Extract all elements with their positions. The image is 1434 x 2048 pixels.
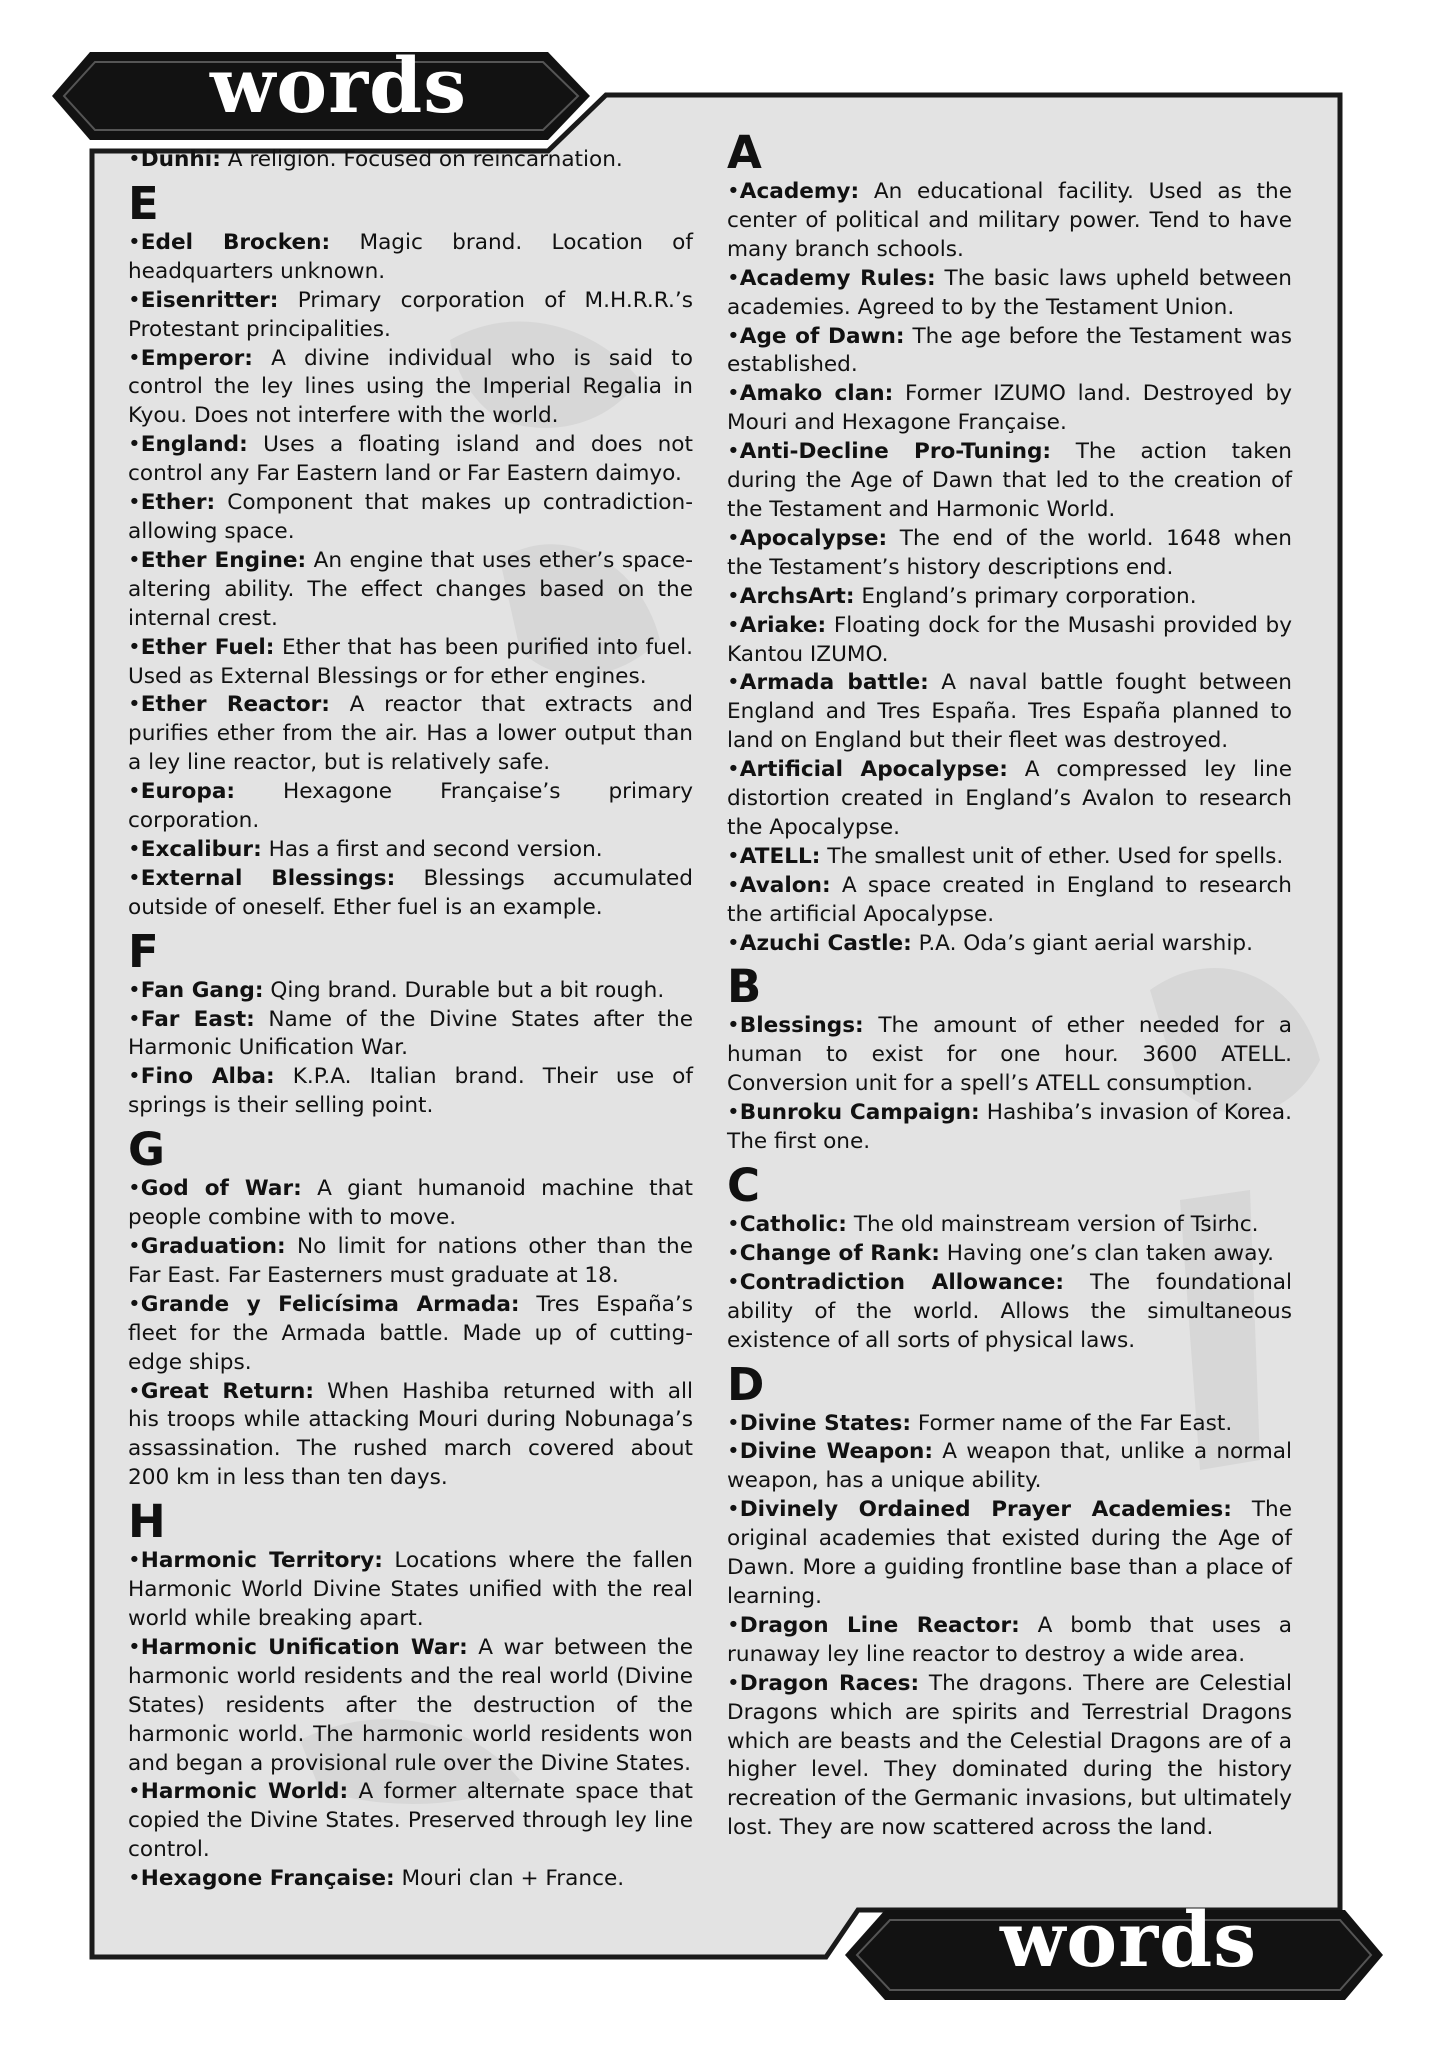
glossary-entry: •ArchsArt: England’s primary corporation. [727,583,1197,609]
glossary-entry: •Contradiction Allowance: The foundational ability of the world. Allows the simultaneous existence of all sorts of physical laws. [727,1269,1292,1353]
definition: A reactor that extracts and purifies ether from the air. Has a lower output than a ley line reactor, but is relatively safe. [128,692,693,776]
term: Ether: [140,490,216,516]
term: Divine Weapon: [739,1439,934,1465]
glossary-entry: •Armada battle: A naval battle fought between England and Tres España. Tres España planned to land on England but their fleet was destroyed. [727,670,1292,754]
glossary-entry: •Harmonic Territory: Locations where the fallen Harmonic World Divine States unified with the real world while breaking apart. [128,1548,693,1631]
term: Blessings: [739,1013,864,1039]
glossary-entry: •Age of Dawn: The age before the Testament was established. [727,323,1292,378]
glossary-entry: •Eisenritter: Primary corporation of M.H.R.R.’s Protestant principalities. [128,287,693,342]
section-letter: H [128,1495,166,1549]
glossary-entry: •England: Uses a floating island and does not control any Far Eastern land or Far Eastern daimyo. [128,432,693,487]
definition: A former alternate space that copied the Divine States. Preserved through ley line control. [128,1779,693,1863]
term: Ether Fuel: [140,634,275,660]
definition: England’s primary corporation. [861,583,1197,609]
glossary-entry: •Hexagone Française: Mouri clan + France. [128,1866,625,1892]
definition: P.A. Oda’s giant aerial warship. [918,930,1253,956]
term: Dunhi: [140,147,221,172]
term: Eisenritter: [140,287,279,313]
definition: Primary corporation of M.H.R.R.’s Protestant principalities. [128,287,693,342]
glossary-right-column [727,128,1292,1843]
footer-title: words [1000,1895,1258,1984]
term: Amako clan: [739,381,894,407]
term: Grande y Felicísima Armada: [140,1291,520,1317]
glossary-entry: •Harmonic World: A former alternate space that copied the Divine States. Preserved through ley line control. [128,1779,693,1863]
definition: An educational facility. Used as the center of political and military power. Tend to have many branch schools. [727,179,1292,262]
glossary-left-column [128,146,693,1894]
definition: The smallest unit of ether. Used for spells. [827,843,1284,869]
term: Harmonic World: [140,1779,349,1805]
term: Europa: [140,779,236,805]
term: Emperor: [140,345,253,371]
right-sections [727,128,1292,1843]
glossary-entry: •Anti-Decline Pro-Tuning: The action taken during the Age of Dawn that led to the creation of the Testament and Harmonic World. [727,439,1292,522]
glossary-entry: •ATELL: The smallest unit of ether. Used for spells. [727,843,1284,869]
definition: No limit for nations other than the Far East. Far Easterners must graduate at 18. [128,1234,693,1288]
glossary-entry: •Ether Fuel: Ether that has been purified into fuel. Used as External Blessings or for ether engines. [128,634,693,689]
glossary-entry: •Academy: An educational facility. Used as the center of political and military power. Tend to have many branch schools. [727,179,1292,262]
definition: Magic brand. Location of headquarters unknown. [128,229,693,284]
term: Far East: [140,1006,255,1032]
term: Ariake: [739,612,827,638]
definition: Qing brand. Durable but a bit rough. [270,977,665,1003]
definition: A religion. Focused on reincarnation. [227,147,623,172]
definition: A giant humanoid machine that people combine with to move. [128,1176,694,1231]
definition: The old mainstream version of Tsirhc. [853,1212,1259,1237]
term: England: [140,432,248,458]
section-letter: D [727,1357,765,1411]
glossary-entry: •External Blessings: Blessings accumulated outside of oneself. Ether fuel is an example. [128,865,693,920]
glossary-entry: •Blessings: The amount of ether needed for a human to exist for one hour. 3600 ATELL. Conversion unit for a spell’s ATELL consumption. [727,1013,1292,1097]
section-letter: A [727,126,762,179]
term: Age of Dawn: [739,323,905,349]
definition: An engine that uses ether’s space-altering ability. The effect changes based on the internal crest. [128,547,693,631]
definition: Floating dock for the Musashi provided by Kantou IZUMO. [727,612,1292,667]
glossary-entry: •God of War: A giant humanoid machine that people combine with to move. [128,1176,694,1231]
term: Armada battle: [739,670,929,696]
glossary-entry: •Dragon Line Reactor: A bomb that uses a runaway ley line reactor to destroy a wide area. [727,1612,1292,1667]
term: Dragon Races: [739,1670,920,1696]
glossary-entry: •Fan Gang: Qing brand. Durable but a bit rough. [128,977,665,1003]
glossary-entry: •Dragon Races: The dragons. There are Celestial Dragons which are spirits and Terrestrial Dragons which are beasts and the Celestial Dragons are of a higher level. They dominated during the history recreation of the Germanic invasions, but ultimately lost. They are now scattered across the land. [727,1670,1292,1841]
term: Catholic: [739,1212,847,1237]
term: Hexagone Française: [140,1866,395,1892]
definition: Hexagone Française’s primary corporation. [128,779,693,834]
term: Harmonic Unification War: [140,1634,468,1660]
term: Harmonic Territory: [140,1548,383,1574]
definition: The age before the Testament was established. [727,323,1292,378]
glossary-entry: •Harmonic Unification War: A war between the harmonic world residents and the real world (Divine States) residents after the destruction of the harmonic world. The harmonic world residents won and began a provisional rule over the Divine States. [128,1634,693,1776]
glossary-section-h [128,1497,693,1894]
page-title: words [210,41,468,130]
definition: Name of the Divine States after the Harmonic Unification War. [128,1006,693,1061]
term: Azuchi Castle: [739,930,912,956]
term: Avalon: [739,872,831,898]
term: Artificial Apocalypse: [739,757,1008,783]
term: Ether Engine: [140,547,307,573]
left-sections [128,176,694,1894]
definition: The basic laws upheld between academies. Agreed to by the Testament Union. [727,265,1292,320]
section-letter: G [128,1123,165,1177]
term: Graduation: [140,1234,286,1259]
glossary-entry: •Change of Rank: Having one’s clan taken away. [727,1240,1275,1266]
term: Divinely Ordained Prayer Academies: [739,1497,1232,1523]
glossary-entry: •Azuchi Castle: P.A. Oda’s giant aerial warship. [727,930,1253,956]
glossary-section-b [727,962,1292,1157]
definition: Blessings accumulated outside of oneself. Ether fuel is an example. [128,865,693,920]
definition: Tres España’s fleet for the Armada battle. Made up of cutting-edge ships. [128,1291,693,1375]
definition: A space created in England to research the artificial Apocalypse. [727,872,1292,927]
glossary-entry: •Far East: Name of the Divine States after the Harmonic Unification War. [128,1006,693,1061]
glossary-entry: •Avalon: A space created in England to research the artificial Apocalypse. [727,872,1292,927]
definition: When Hashiba returned with all his troops while attacking Mouri during Nobunaga’s assassination. The rushed march covered about 200 km in less than ten days. [128,1378,693,1491]
section-letter: C [727,1159,761,1212]
term: Ether Reactor: [140,692,330,718]
glossary-entry: •Ariake: Floating dock for the Musashi provided by Kantou IZUMO. [727,612,1292,667]
term: ATELL: [739,843,821,869]
glossary-section-a [727,128,1292,958]
term: Edel Brocken: [140,229,331,255]
glossary-entry: •Grande y Felicísima Armada: Tres España’s fleet for the Armada battle. Made up of cutting-edge ships. [128,1291,693,1375]
term: Excalibur: [140,836,262,862]
glossary-entry: •Ether Reactor: A reactor that extracts and purifies ether from the air. Has a lower output than a ley line reactor, but is relatively safe. [128,692,693,776]
definition: Former name of the Far East. [917,1410,1233,1436]
term: Dragon Line Reactor: [739,1612,1020,1638]
definition: Locations where the fallen Harmonic World Divine States unified with the real world while breaking apart. [128,1548,693,1631]
glossary-section-g [128,1125,693,1493]
glossary-entry: •Divine Weapon: A weapon that, unlike a normal weapon, has a unique ability. [727,1439,1292,1494]
glossary-entry: •Divine States: Former name of the Far East. [727,1410,1233,1436]
glossary-entry: •Great Return: When Hashiba returned with all his troops while attacking Mouri during Nobunaga’s assassination. The rushed march covered about 200 km in less than ten days. [128,1378,693,1491]
glossary-entry: •Apocalypse: The end of the world. 1648 when the Testament’s history descriptions end. [727,525,1292,580]
glossary-section-f [128,924,693,1122]
term: Apocalypse: [739,525,888,551]
definition: The dragons. There are Celestial Dragons which are spirits and Terrestrial Dragons which are beasts and the Celestial Dragons are of a higher level. They dominated during the history recreation of the Germanic invasions, but ultimately lost. They are now scattered across the land. [727,1670,1292,1841]
definition: Has a first and second version. [268,836,603,862]
definition: Ether that has been purified into fuel. Used as External Blessings or for ether engines. [128,634,693,689]
definition: Mouri clan + France. [401,1866,625,1892]
definition: A naval battle fought between England and Tres España. Tres España planned to land on England but their fleet was destroyed. [727,670,1292,754]
definition: A divine individual who is said to control the ley lines using the Imperial Regalia in Kyou. Does not interfere with the world. [128,345,693,429]
section-letter: B [727,960,762,1014]
glossary-entry: •Artificial Apocalypse: A compressed ley line distortion created in England’s Avalon to research the Apocalypse. [727,757,1292,840]
glossary-entry: •Divinely Ordained Prayer Academies: The original academies that existed during the Age of Dawn. More a guiding frontline base than a place of learning. [727,1497,1292,1609]
glossary-section-d [727,1357,1292,1844]
section-letter: E [128,176,159,230]
glossary-entry: •Catholic: The old mainstream version of Tsirhc. [727,1212,1259,1237]
definition: A bomb that uses a runaway ley line reactor to destroy a wide area. [727,1612,1292,1667]
definition: Component that makes up contradiction-allowing space. [128,490,693,544]
glossary-section-e [128,176,693,923]
definition: Former IZUMO land. Destroyed by Mouri and Hexagone Française. [727,381,1292,436]
definition: A war between the harmonic world residents and the real world (Divine States) residents after the destruction of the harmonic world. The harmonic world residents won and began a provisional rule over the Divine States. [128,1634,693,1776]
term: External Blessings: [140,865,396,891]
glossary-entry: •Amako clan: Former IZUMO land. Destroyed by Mouri and Hexagone Française. [727,381,1292,436]
glossary-entry: •Graduation: No limit for nations other than the Far East. Far Easterners must graduate at 18. [128,1234,693,1288]
glossary-entry: •Dunhi: A religion. Focused on reincarnation. [128,147,623,172]
definition: Hashiba’s invasion of Korea. The first one. [727,1100,1292,1155]
glossary-entry: •Emperor: A divine individual who is said to control the ley lines using the Imperial Regalia in Kyou. Does not interfere with the world. [128,345,693,429]
term: Fan Gang: [140,977,264,1003]
definition: Uses a floating island and does not control any Far Eastern land or Far Eastern daimyo. [128,432,693,487]
term: Bunroku Campaign: [739,1100,980,1126]
definition: K.P.A. Italian brand. Their use of springs is their selling point. [128,1064,693,1119]
glossary-section-c [727,1161,1292,1356]
term: Divine States: [739,1410,911,1436]
glossary-entry: •Ether Engine: An engine that uses ether’s space-altering ability. The effect changes based on the internal crest. [128,547,693,631]
glossary-entry: •Bunroku Campaign: Hashiba’s invasion of Korea. The first one. [727,1100,1292,1155]
definition: The action taken during the Age of Dawn that led to the creation of the Testament and Harmonic World. [727,439,1292,522]
definition: The foundational ability of the world. Allows the simultaneous existence of all sorts of physical laws. [727,1269,1292,1353]
term: Anti-Decline Pro-Tuning: [739,439,1052,465]
term: Contradiction Allowance: [739,1269,1064,1295]
definition: A compressed ley line distortion created in England’s Avalon to research the Apocalypse. [727,757,1292,840]
glossary-entry: •Europa: Hexagone Française’s primary corporation. [128,779,693,834]
term: ArchsArt: [739,583,855,609]
term: Great Return: [140,1378,315,1404]
term: Fino Alba: [140,1064,275,1090]
section-letter: F [128,924,159,978]
term: Academy: [739,179,860,204]
glossary-entry: •Ether: Component that makes up contradiction-allowing space. [128,490,693,544]
definition: The end of the world. 1648 when the Testament’s history descriptions end. [727,525,1292,580]
definition: The original academies that existed during the Age of Dawn. More a guiding frontline base than a place of learning. [727,1497,1292,1609]
definition: Having one’s clan taken away. [946,1240,1275,1266]
term: God of War: [140,1176,302,1202]
term: Academy Rules: [739,265,936,291]
term: Change of Rank: [739,1240,940,1266]
definition: A weapon that, unlike a normal weapon, has a unique ability. [727,1439,1292,1494]
glossary-entry: •Edel Brocken: Magic brand. Location of headquarters unknown. [128,229,693,284]
glossary-entry: •Fino Alba: K.P.A. Italian brand. Their use of springs is their selling point. [128,1064,693,1119]
glossary-entry: •Academy Rules: The basic laws upheld between academies. Agreed to by the Testament Union. [727,265,1292,320]
definition: The amount of ether needed for a human to exist for one hour. 3600 ATELL. Conversion unit for a spell’s ATELL consumption. [727,1013,1292,1097]
glossary-entry: •Excalibur: Has a first and second version. [128,836,603,862]
